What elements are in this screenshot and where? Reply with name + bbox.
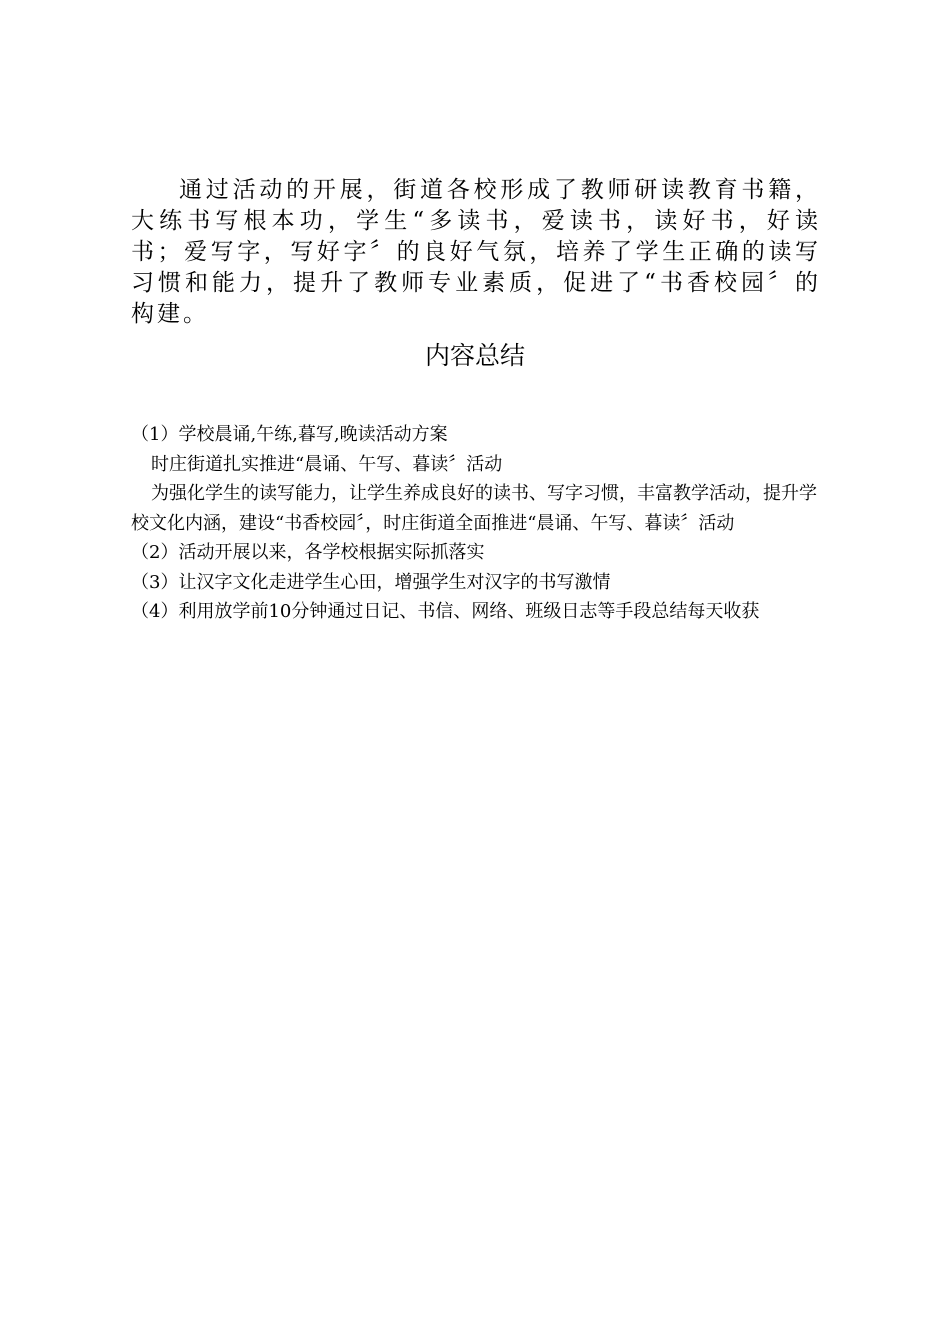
summary-item-1: （1）学校晨诵,午练,暮写,晚读活动方案 (131, 424, 448, 445)
summary-list (131, 420, 831, 627)
summary-subitem-heading: 时庄街道扎实推进“晨诵、午写、暮读〞活动 (151, 453, 503, 475)
summary-title: 内容总结 (424, 341, 525, 370)
intro-paragraph: 通过活动的开展，街道各校形成了教师研读教育书籍，大练书写根本功，学生“多读书，爱读书，读好书，好读书；爱写字，写好字〞的良好气氛，培养了学生正确的读写习惯和能力，提升了教师专业素质，促进了“书香校园〞的构建。 (131, 177, 821, 327)
summary-item-4: （4）利用放学前10分钟通过日记、书信、网络、班级日志等手段总结每天收获 (131, 601, 760, 622)
summary-item-3: （3）让汉字文化走进学生心田，增强学生对汉字的书写激情 (131, 571, 611, 593)
summary-subitem-body: 为强化学生的读写能力，让学生养成良好的读书、写字习惯，丰富教学活动，提升学校文化内涵，建设“书香校园〞，时庄街道全面推进“晨诵、午写、暮读〞活动 (131, 483, 817, 534)
summary-item-2: （2）活动开展以来，各学校根据实际抓落实 (131, 542, 485, 563)
